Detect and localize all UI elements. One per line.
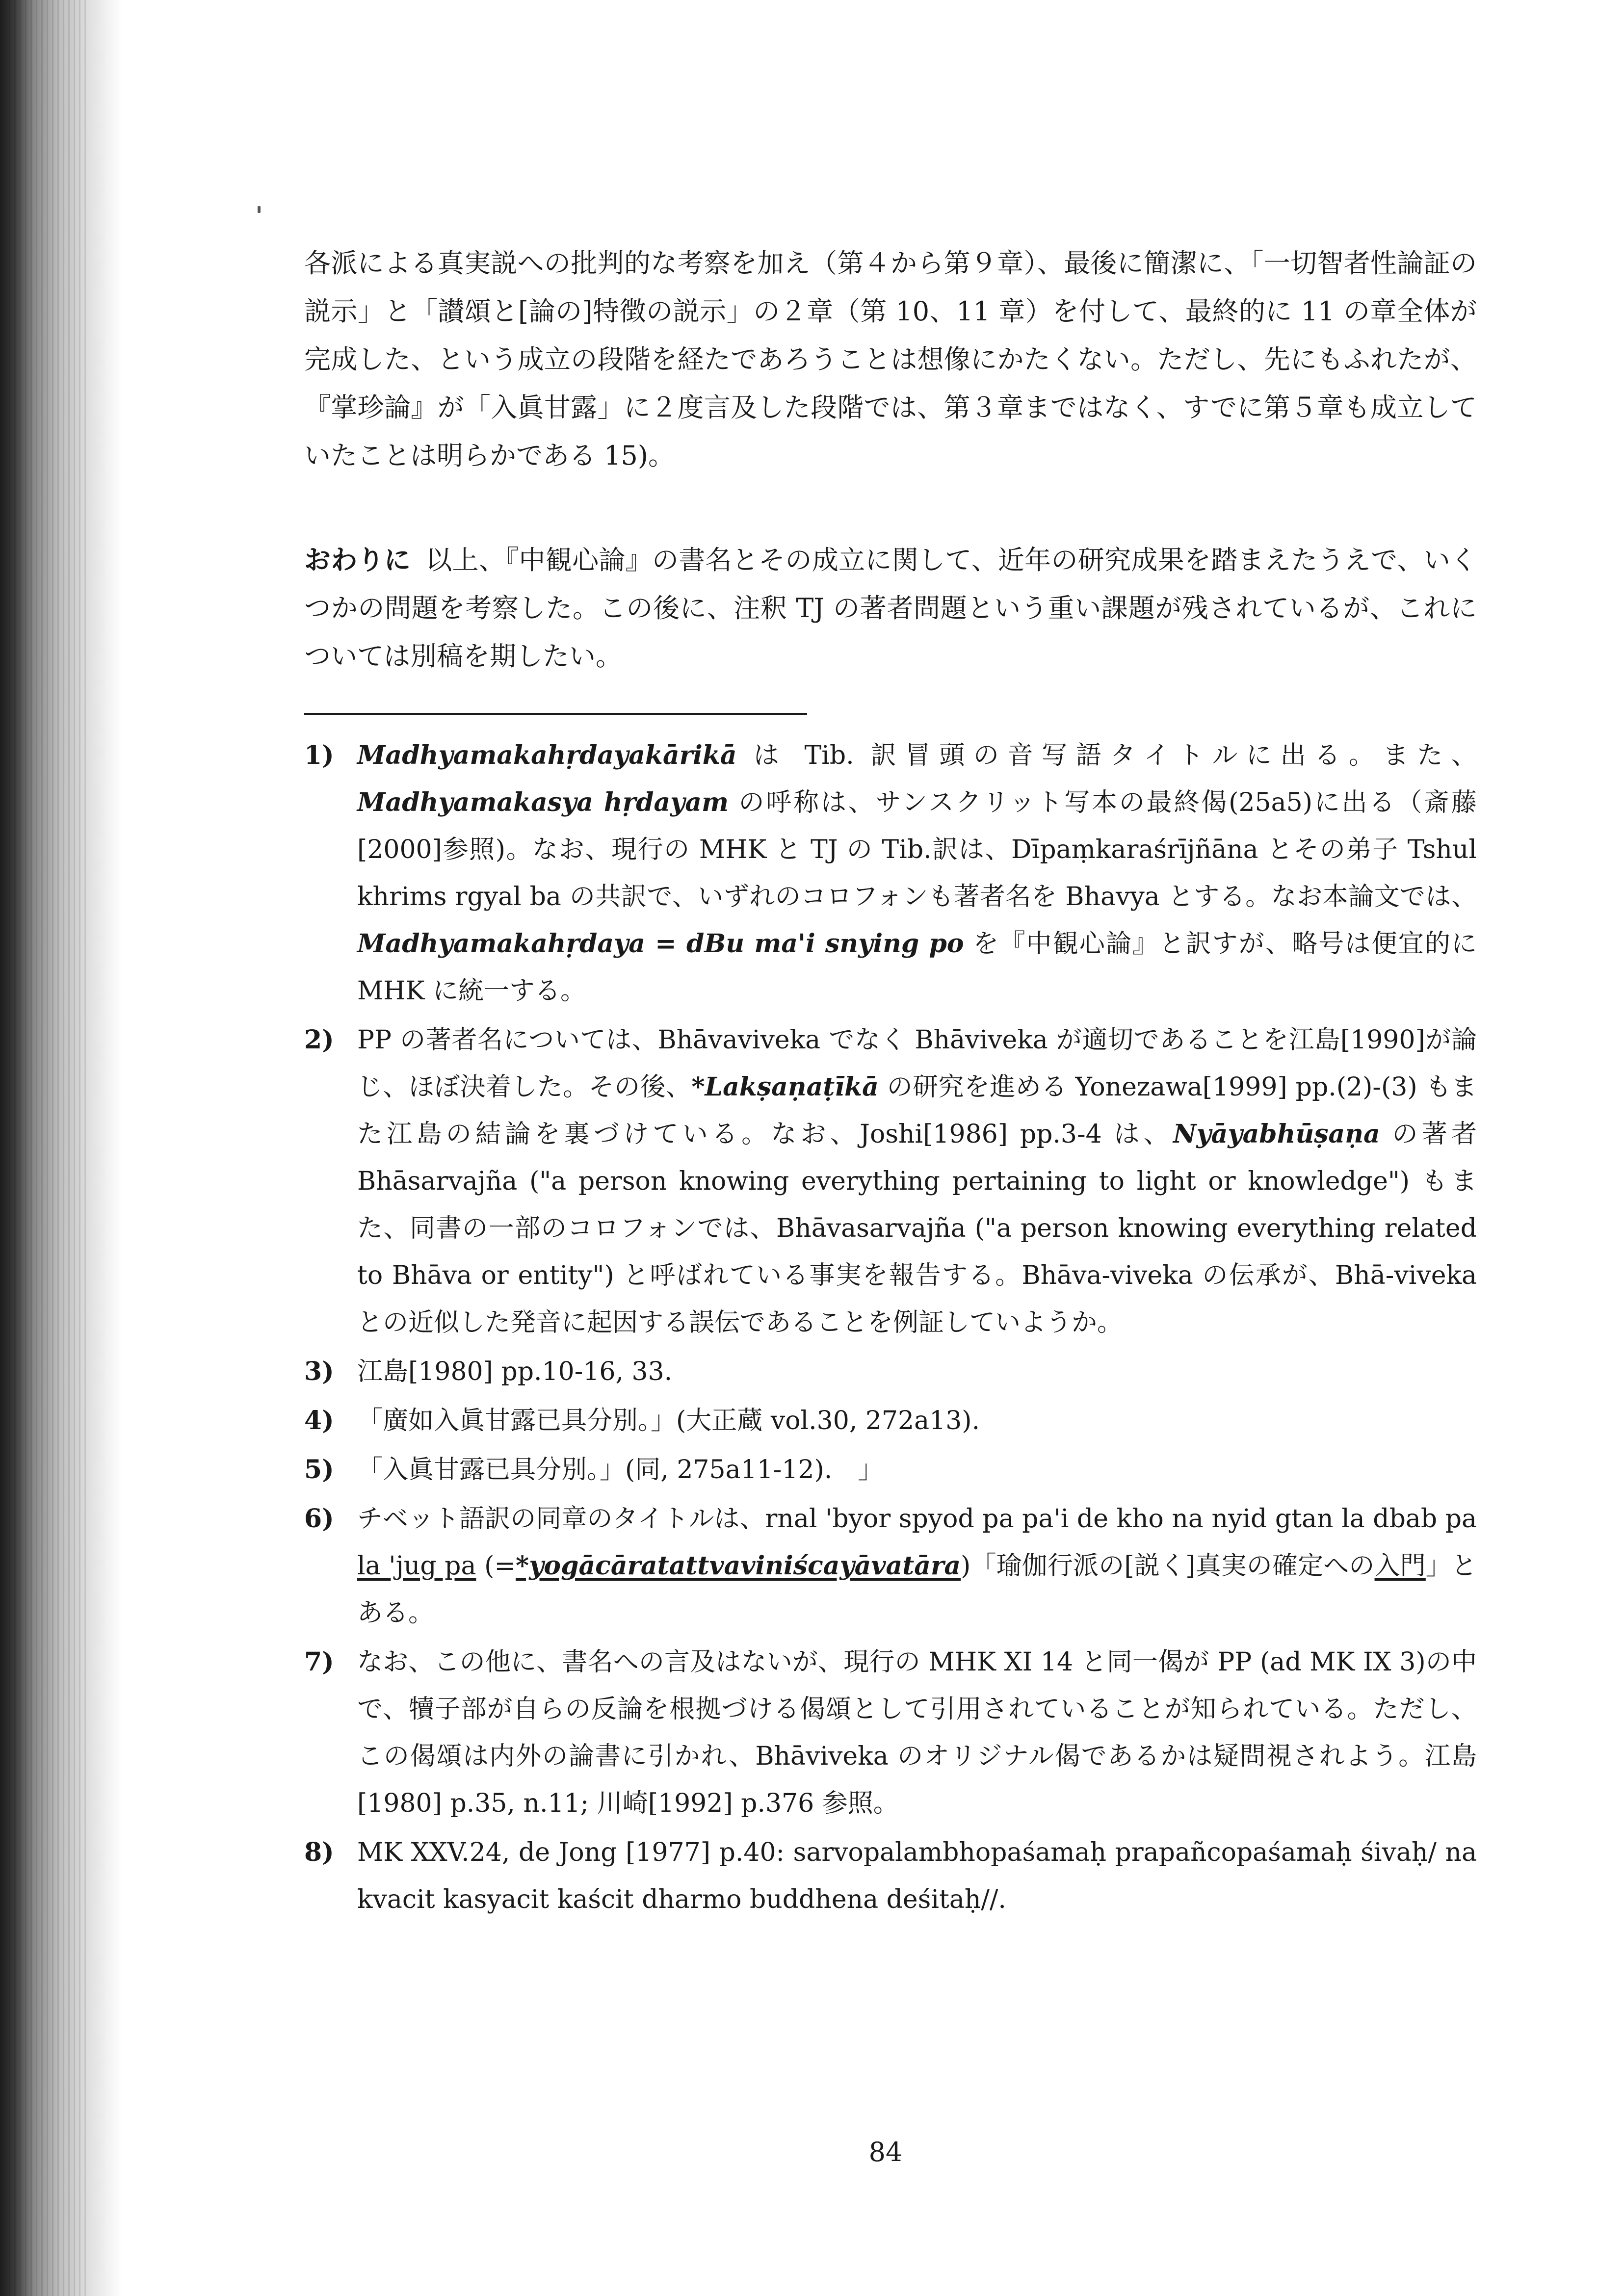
footnote-text: を『中観心論』と訳すが、略号は便宜的に MHK に統一する。 — [357, 929, 1477, 1006]
footnote-number: 8) — [304, 1837, 334, 1867]
footnote-6 — [304, 1495, 1477, 1637]
footnote-text: なお、この他に、書名への言及はないが、現行の MHK XI 14 と同一偈が PP (ad MK IX 3)の中で、犢子部が自らの反論を根拠づける偈頌として引用されていることが知られている。ただし、この偈頌は内外の論書に引かれ、Bhāviveka のオリジナル偈であるかは疑問視されよう。江島[1980] p.35, n.11; 川崎[1992] p.376 参照。 — [357, 1647, 1477, 1818]
footnote-text: 「入眞甘露已具分別。」(同, 275a11-12). 」 — [357, 1455, 884, 1485]
footnote-text: は Tib. 訳冒頭の音写語タイトルに出る。また、 — [736, 741, 1477, 770]
footnote-text: MK XXV.24, de Jong [1977] p.40: sarvopalambhopaśamaḥ prapañcopaśamaḥ śivaḥ/ na kvacit kasyacit kaścit dharmo buddhena deśitaḥ//. — [357, 1838, 1477, 1914]
footnote-title: *Lakṣaṇaṭīkā — [691, 1072, 879, 1102]
body-paragraph-1: 各派による真実説への批判的な考察を加え（第４から第９章）、最後に簡潔に、「一切智者性論証の説示」と「讃頌と[論の]特徴の説示」の２章（第 10、11 章）を付して、最終的に 11 の章全体が完成した、という成立の段階を経たであろうことは想像にかたくない。ただし、先にもふれたが、『掌珍論』が「入眞甘露」に２度言及した段階では、第３章まではなく、すでに第５章も成立していたことは明らかである 15)。 — [304, 248, 1477, 471]
footnote-8 — [304, 1829, 1477, 1923]
footnote-7 — [304, 1639, 1477, 1827]
footnote-text: (= — [476, 1551, 516, 1581]
footnote-3 — [304, 1348, 1477, 1395]
footnote-number: 4) — [304, 1406, 334, 1435]
footnotes — [304, 732, 1477, 1925]
footnote-underlined: la 'jug pa — [357, 1551, 476, 1581]
footnote-text: の研究を進める Yonezawa[1999] pp.(2)-(3) もまた江島の結論を裏づけている。なお、Joshi[1986] pp.3-4 は、 — [357, 1072, 1477, 1149]
footnote-separator — [304, 713, 807, 715]
scan-speck — [258, 206, 261, 213]
footnote-title: Madhyamakahṛdayakārikā — [357, 740, 737, 770]
footnote-number: 6) — [304, 1504, 334, 1534]
footnote-underlined: 入門 — [1374, 1551, 1426, 1581]
footnote-2 — [304, 1017, 1477, 1346]
footnote-text: 「廣如入眞甘露已具分別。」(大正蔵 vol.30, 272a13). — [357, 1406, 980, 1435]
conclusion-text: 以上、『中観心論』の書名とその成立に関して、近年の研究成果を踏まえたうえで、いくつかの問題を考察した。この後に、注釈 TJ の著者問題という重い課題が残されているが、これについては別稿を期したい。 — [304, 545, 1477, 672]
footnote-number: 1) — [304, 740, 334, 770]
conclusion-heading: おわりに — [304, 544, 411, 575]
footnote-1 — [304, 732, 1477, 1015]
footnote-text: 江島[1980] pp.10-16, 33. — [357, 1357, 673, 1386]
footnote-text: )「瑜伽行派の[説く]真実の確定への — [961, 1551, 1375, 1581]
footnote-text: の著者 Bhāsarvajña ("a person knowing everything pertaining to light or knowledge") もまた、同書の一部のコロフォンでは、Bhāvasarvajña ("a person knowing everything related to Bhāva or entity") と呼ばれている事実を報告する。Bhāva-viveka の伝承が、Bhā-viveka との近似した発音に起因する誤伝であることを例証していようか。 — [357, 1120, 1477, 1337]
footnote-number: 3) — [304, 1357, 334, 1386]
footnote-text: PP の著者名については、Bhāvaviveka でなく Bhāviveka が適切であることを江島[1990]が論じ、ほぼ決着した。その後、 — [357, 1025, 1477, 1102]
footnote-text: の呼称は、サンスクリット写本の最終偈(25a5)に出る（斎藤[2000]参照)。なお、現行の MHK と TJ の Tib.訳は、Dīpaṃkaraśrījñāna とその弟子 Tshul khrims rgyal ba の共訳で、いずれのコロフォンも著者名を Bhavya とする。なお本論文では、 — [357, 788, 1477, 912]
page-number: 84 — [868, 2137, 903, 2167]
footnote-number: 5) — [304, 1455, 334, 1485]
footnote-5 — [304, 1446, 1477, 1493]
footnote-title: Madhyamakahṛdaya = dBu ma'i snying po — [357, 929, 964, 959]
conclusion-paragraph — [304, 536, 1477, 680]
footnote-title: Madhyamakasya hṛdayam — [357, 787, 729, 817]
footnote-number: 2) — [304, 1025, 334, 1055]
binding-page-edges — [9, 0, 87, 2296]
footnote-text: 」とある。 — [357, 1551, 1477, 1628]
footnote-text: チベット語訳の同章のタイトルは、rnal 'byor spyod pa pa'i de kho na nyid gtan la dbab pa — [357, 1504, 1477, 1534]
footnote-4 — [304, 1397, 1477, 1444]
footnote-number: 7) — [304, 1647, 334, 1677]
footnote-title: *yogācāratattvaviniścayāvatāra — [516, 1551, 961, 1581]
footnote-title: Nyāyabhūṣaṇa — [1173, 1119, 1380, 1149]
